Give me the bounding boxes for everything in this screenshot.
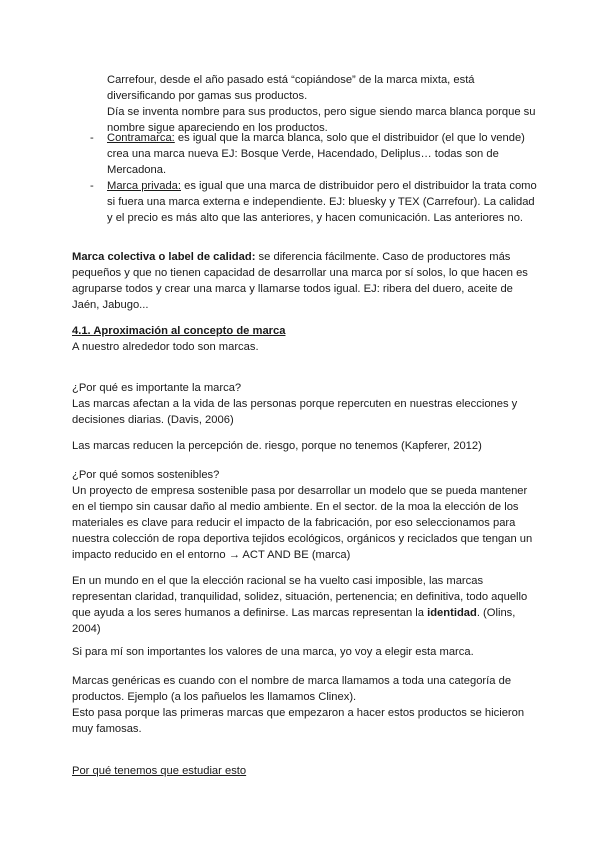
collective-term: Marca colectiva o label de calidad: — [72, 251, 256, 263]
continuation-line: Día se inventa nombre para sus productos, pero sigue siendo marca blanca porque su nombre sigue apareciendo en los productos. — [107, 106, 536, 135]
dash-bullet: - — [90, 180, 94, 193]
dash-bullet: - — [90, 132, 94, 144]
list-item — [0, 178, 600, 226]
collective-text: se diferencia fácilmente. Caso de productores más pequeños y que no tienen capacidad de desarrollar una marca por sí solos, lo que hacen es agruparse todos y crear una marca y llamarse todos igual. EJ: ribera del duero, aceite de Jaén, Jabugo... — [72, 251, 528, 312]
contramarca-term: Contramarca: — [107, 132, 175, 144]
marca-privada-term: Marca privada: — [107, 180, 181, 193]
paragraph-values: Si para mí son importantes los valores de una marca, yo voy a elegir esta marca. — [72, 646, 474, 658]
paragraph-generic-brands: Marcas genéricas es cuando con el nombre de marca llamamos a toda una categoría de productos. Ejemplo (a los pañuelos les llamamos Clinex). — [72, 675, 512, 704]
list-item — [0, 130, 600, 178]
continuation-block — [0, 72, 600, 136]
continuation-line: Carrefour, desde el año pasado está “copiándose” de la marca mixta, está diversificando por gamas sus productos. — [107, 74, 475, 103]
olins-citation: . (Olins, 2004) — [72, 607, 516, 636]
section-heading: 4.1. Aproximación al concepto de marca — [72, 325, 286, 337]
olins-text: En un mundo en el que la elección racional se ha vuelto casi imposible, las marcas representan claridad, tranquilidad, solidez, situación, pertenencia; en definitiva, todo aquello que ayuda a los seres humanos a definirse. Las marcas representan la — [72, 575, 528, 620]
section-intro: A nuestro alrededor todo son marcas. — [72, 341, 259, 353]
brand-type-list — [0, 130, 600, 227]
paragraph-sustainable: Un proyecto de empresa sostenible pasa por desarrollar un modelo que se pueda mantener en el tiempo sin causar daño al medio ambiente. En el sector. de la moa la elección de los materiales es clave para reducir el impacto de la fabricación, por eso seleccionamos para nuestra colección de ropa deportiva tejidos ecológicos, orgánicos y reciclados que tengan un impacto reducido en el entorno → ACT AND BE (marca) — [72, 485, 533, 562]
collective-paragraph — [72, 249, 534, 313]
paragraph-kapferer: Las marcas reducen la percepción de. riesgo, porque no tenemos (Kapferer, 2012) — [72, 440, 482, 452]
question-importance: ¿Por qué es importante la marca? — [72, 382, 242, 394]
paragraph-olins — [72, 573, 534, 637]
footer-heading: Por qué tenemos que estudiar esto — [72, 765, 247, 777]
paragraph-davis: Las marcas afectan a la vida de las personas porque repercuten en nuestras elecciones y decisiones diarias. (Davis, 2006) — [72, 398, 518, 427]
question-sustainable: ¿Por qué somos sostenibles? — [72, 469, 220, 481]
identidad-term: identidad — [427, 607, 477, 620]
contramarca-text: es igual que la marca blanca, solo que el distribuidor (el que lo vende) crea una marca nueva EJ: Bosque Verde, Hacendado, Deliplus… todas son de Mercadona. — [107, 132, 525, 177]
marca-privada-text: es igual que una marca de distribuidor pero el distribuidor la trata como si fuera una marca externa e independiente. EJ: bluesky y TEX (Carrefour). La calidad y el precio es más alto que las anteriores, y hacen comunicación. Las anteriores no. — [107, 180, 537, 225]
paragraph-famous-brands: Esto pasa porque las primeras marcas que empezaron a hacer estos productos se hicieron muy famosas. — [72, 707, 525, 736]
